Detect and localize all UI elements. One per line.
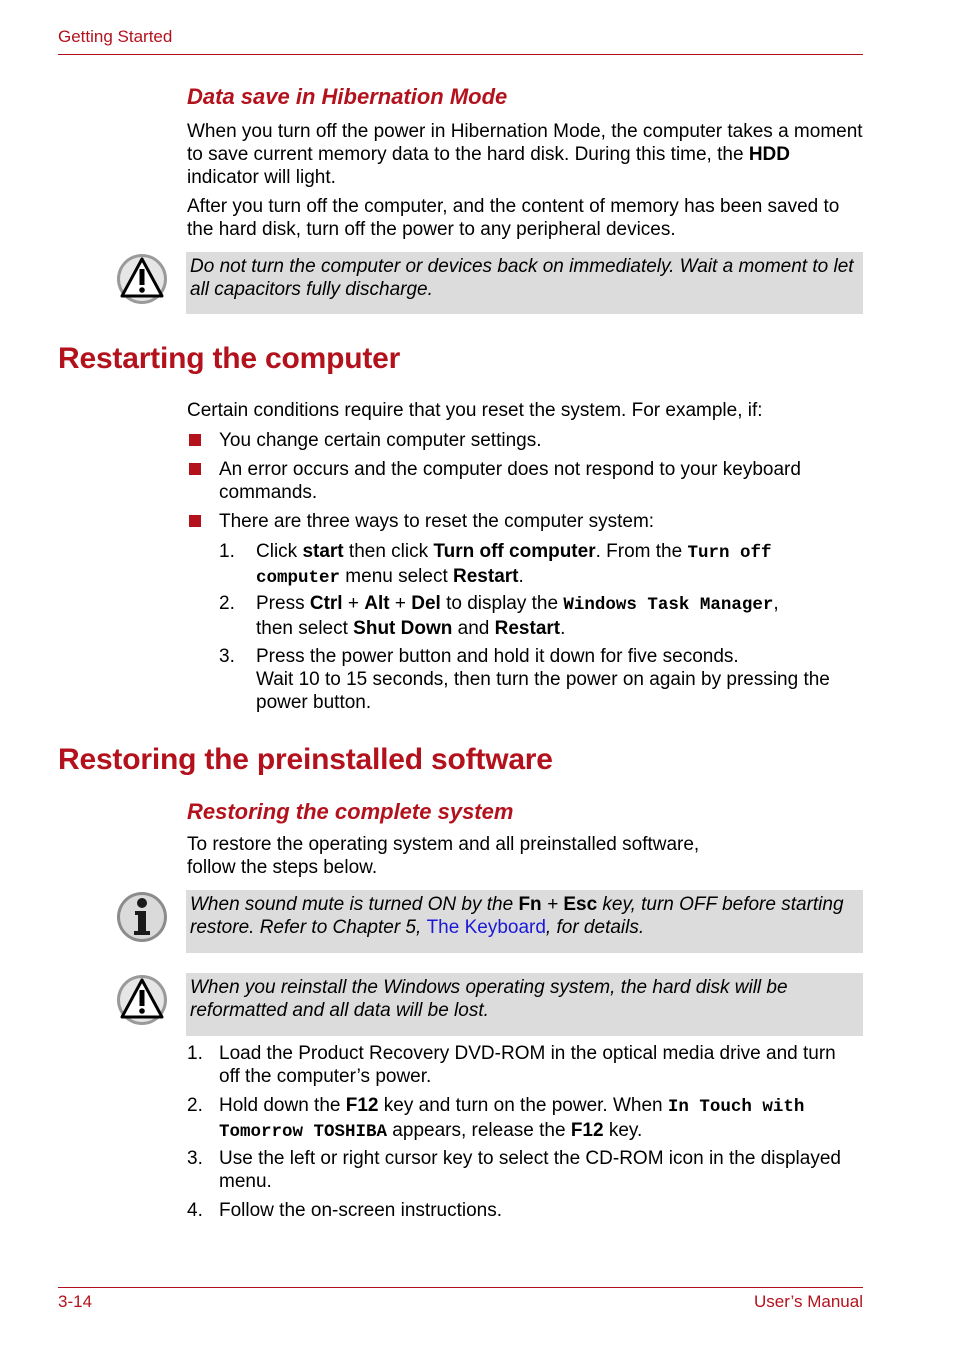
step-number: 1.	[187, 1043, 203, 1064]
footer-rule	[58, 1287, 863, 1288]
restore-step-1: Load the Product Recovery DVD-ROM in the optical media drive and turn off the computer’s power.	[219, 1043, 836, 1087]
restart-bullet-1: You change certain computer settings.	[219, 430, 542, 451]
caution-icon	[116, 253, 168, 305]
restart-step-2: Press Ctrl + Alt + Del to display the Windows Task Manager, then select Shut Down and Restart.	[256, 593, 779, 639]
restarting-intro: Certain conditions require that you reset the system. For example, if:	[187, 400, 763, 421]
restore-step-4: Follow the on-screen instructions.	[219, 1200, 503, 1221]
restoring-intro: To restore the operating system and all preinstalled software, follow the steps below.	[187, 834, 700, 878]
bullet-square	[189, 515, 201, 527]
restore-step-2: Hold down the F12 key and turn on the power. When In Touch with Tomorrow TOSHIBA appears, release the F12 key.	[219, 1095, 805, 1142]
header-rule	[58, 54, 863, 55]
restart-bullet-3: There are three ways to reset the computer system:	[219, 511, 655, 532]
info-note-keyboard: When sound mute is turned ON by the Fn + Esc key, turn OFF before starting restore. Refer to Chapter 5, The Keyboard, for details.	[186, 890, 863, 953]
restart-step-1: Click start then click Turn off computer. From the Turn off computer menu select Restart.	[256, 541, 772, 588]
restart-step-3: Press the power button and hold it down for five seconds. Wait 10 to 15 seconds, then turn the power on again by pressing the power button.	[256, 646, 830, 713]
running-header: Getting Started	[58, 27, 173, 46]
step-number: 3.	[219, 646, 235, 667]
step-number: 4.	[187, 1200, 203, 1221]
caution-note-reinstall: When you reinstall the Windows operating system, the hard disk will be reformatted and all data will be lost.	[186, 973, 863, 1036]
info-icon	[116, 891, 168, 943]
restart-bullet-2: An error occurs and the computer does not respond to your keyboard commands.	[219, 459, 801, 503]
bullet-square	[189, 434, 201, 446]
restore-step-3: Use the left or right cursor key to select the CD-ROM icon in the displayed menu.	[219, 1148, 841, 1192]
step-number: 2.	[187, 1095, 203, 1116]
hibernation-para-1: When you turn off the power in Hibernation Mode, the computer takes a moment to save current memory data to the hard disk. During this time, the HDD indicator will light.	[187, 121, 863, 188]
hibernation-para-2: After you turn off the computer, and the content of memory has been saved to the hard disk, turn off the power to any peripheral devices.	[187, 196, 840, 240]
manual-title: User’s Manual	[754, 1292, 863, 1311]
step-number: 2.	[219, 593, 235, 614]
page-number: 3-14	[58, 1292, 93, 1311]
restarting-title: Restarting the computer	[58, 342, 401, 375]
step-number: 1.	[219, 541, 235, 562]
step-number: 3.	[187, 1148, 203, 1169]
caution-note-hibernation: Do not turn the computer or devices back on immediately. Wait a moment to let all capacitors fully discharge.	[186, 252, 863, 314]
keyboard-chapter-link[interactable]: The Keyboard	[426, 917, 546, 938]
hibernation-heading: Data save in Hibernation Mode	[187, 84, 508, 109]
restoring-title: Restoring the preinstalled software	[58, 743, 553, 776]
caution-icon	[116, 974, 168, 1026]
bullet-square	[189, 463, 201, 475]
restoring-subtitle: Restoring the complete system	[187, 799, 514, 824]
